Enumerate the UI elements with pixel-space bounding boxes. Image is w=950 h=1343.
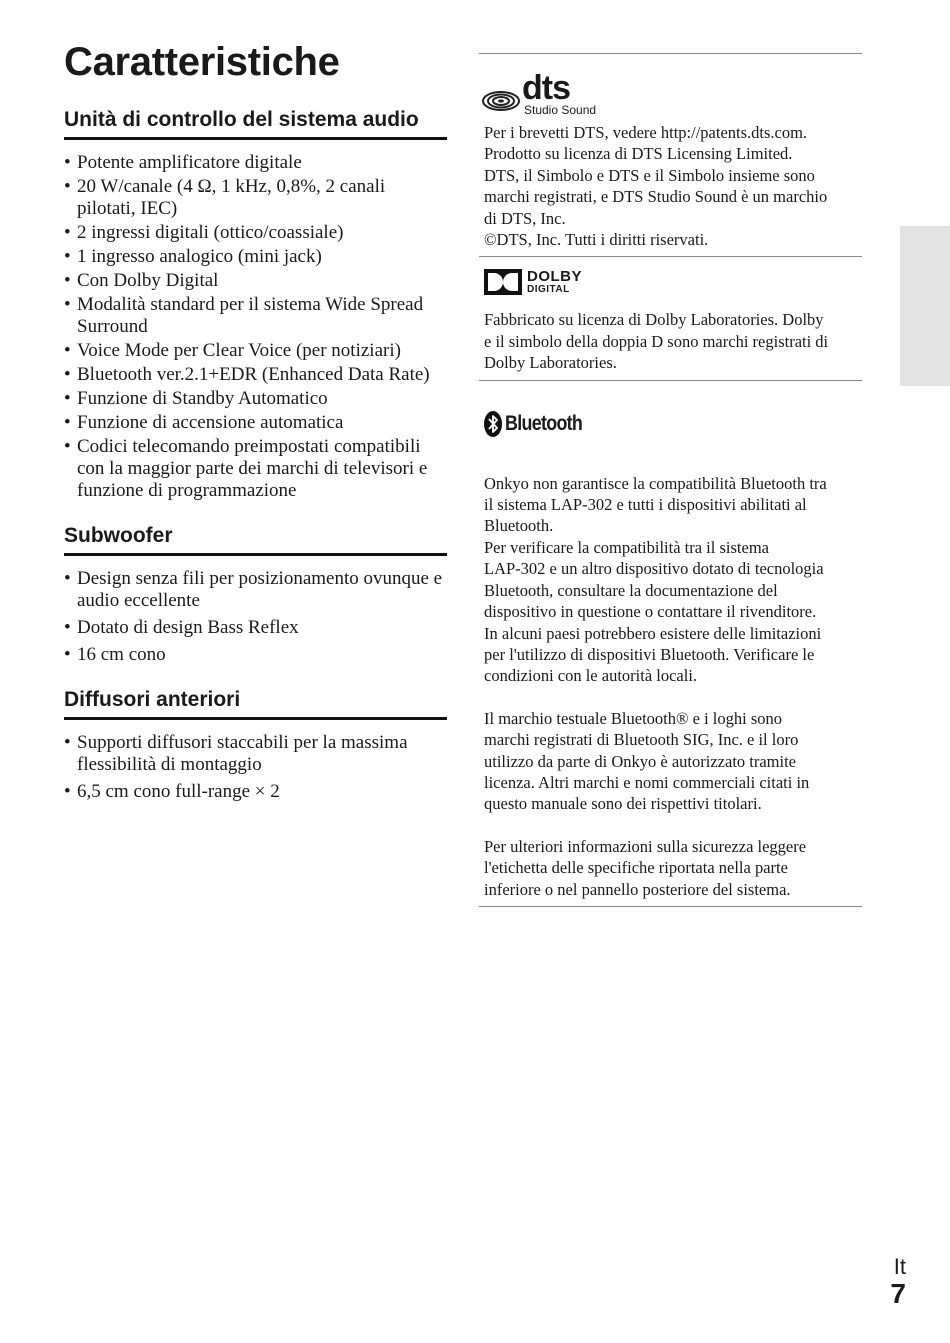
text-line: per l'utilizzo di dispositivi Bluetooth. Verificare le [484, 644, 815, 664]
text-line: ©DTS, Inc. Tutti i diritti riservati. [484, 230, 709, 250]
text-line: condizioni con le autorità locali. [484, 666, 698, 686]
text-line: Bluetooth. [484, 516, 554, 536]
list-item: • 6,5 cm cono full-range × 2 [64, 781, 447, 803]
list-item: • Design senza fili per posizionamento ovunque e audio eccellente [64, 568, 447, 612]
list-item: • Funzione di accensione automatica [64, 412, 447, 434]
side-tab-marker [900, 226, 950, 386]
text-line: di DTS, Inc. [484, 208, 566, 228]
text-line: Prodotto su licenza di DTS Licensing Limited. [484, 144, 793, 164]
text-line: inferiore o nel pannello posteriore del sistema. [484, 879, 791, 899]
list-item: • Supporti diffusori staccabili per la massima flessibilità di montaggio [64, 732, 447, 776]
list-item: • Funzione di Standby Automatico [64, 388, 447, 410]
page-title: Caratteristiche [64, 40, 340, 84]
list-item: • Dotato di design Bass Reflex [64, 617, 447, 639]
bluetooth-logo [484, 409, 862, 439]
section-audio-control [64, 108, 447, 502]
page-language: It [893, 1254, 906, 1279]
text-line: DTS, il Simbolo e DTS e il Simbolo insieme sono [484, 165, 815, 185]
list-item: • Potente amplificatore digitale [64, 152, 447, 174]
text-line: Bluetooth, consultare la documentazione del [484, 580, 778, 600]
dolby-notice [484, 309, 862, 373]
feature-list [64, 152, 447, 502]
safety-notice [484, 836, 862, 900]
dolby-double-d-icon [484, 269, 522, 295]
text-line: e il simbolo della doppia D sono marchi registrati di [484, 331, 829, 351]
dts-notice [484, 122, 862, 250]
list-item: • 20 W/canale (4 Ω, 1 kHz, 0,8%, 2 canali pilotati, IEC) [64, 176, 447, 220]
dts-logo-subtext: Studio Sound [524, 103, 597, 117]
text-line: LAP-302 e un altro dispositivo dotato di tecnologia [484, 559, 824, 579]
dolby-block [479, 256, 862, 379]
list-item: • 16 cm cono [64, 644, 447, 666]
dts-disc-icon [481, 84, 521, 118]
list-item: • Codici telecomando preimpostati compatibili con la maggior parte dei marchi di televisori e funzione di programmazione [64, 436, 447, 502]
features-column [64, 108, 447, 825]
section-heading: Subwoofer [64, 524, 447, 556]
section-front-speakers [64, 688, 447, 803]
text-line: marchi registrati di Bluetooth SIG, Inc. e il loro [484, 730, 799, 750]
bluetooth-block [479, 380, 862, 907]
text-line: marchi registrati, e DTS Studio Sound è un marchio [484, 187, 828, 207]
text-line: Fabbricato su licenza di Dolby Laboratories. Dolby [484, 310, 824, 330]
section-heading: Diffusori anteriori [64, 688, 447, 720]
dts-logo-text: dts [522, 69, 570, 107]
text-line: l'etichetta delle specifiche riportata nella parte [484, 858, 788, 878]
text-line: licenza. Altri marchi e nomi commerciali citati in [484, 772, 810, 792]
list-item: • Modalità standard per il sistema Wide Spread Surround [64, 294, 447, 338]
dts-logo [481, 60, 862, 118]
feature-list [64, 732, 447, 803]
licensing-column [479, 53, 862, 907]
dts-block [479, 53, 862, 256]
bluetooth-logo-text: Bluetooth [505, 411, 583, 435]
bluetooth-trademark-notice [484, 708, 862, 815]
list-item: • Bluetooth ver.2.1+EDR (Enhanced Data Rate) [64, 364, 447, 386]
bluetooth-compatibility-notice [484, 473, 862, 687]
text-line: Per i brevetti DTS, vedere http://patents.dts.com. [484, 123, 808, 142]
text-line: dispositivo in questione o contattare il rivenditore. [484, 602, 817, 622]
feature-list [64, 568, 447, 666]
dolby-logo-subtext: DIGITAL [527, 283, 570, 295]
text-line: Il marchio testuale Bluetooth® e i loghi sono [484, 708, 783, 728]
text-line: In alcuni paesi potrebbero esistere delle limitazioni [484, 623, 822, 643]
section-subwoofer [64, 524, 447, 666]
page-number: 7 [890, 1278, 906, 1309]
text-line: Per ulteriori informazioni sulla sicurezza leggere [484, 836, 807, 856]
text-line: Dolby Laboratories. [484, 353, 617, 373]
dolby-logo [484, 267, 862, 297]
list-item: • 2 ingressi digitali (ottico/coassiale) [64, 222, 447, 244]
bluetooth-icon [484, 411, 502, 437]
list-item: • Con Dolby Digital [64, 270, 447, 292]
text-line: Per verificare la compatibilità tra il sistema [484, 537, 769, 557]
dolby-logo-text: DOLBY [527, 267, 582, 285]
list-item: • 1 ingresso analogico (mini jack) [64, 246, 447, 268]
text-line: Onkyo non garantisce la compatibilità Bluetooth tra [484, 473, 827, 493]
text-line: questo manuale sono dei rispettivi titolari. [484, 794, 762, 814]
section-heading: Unità di controllo del sistema audio [64, 108, 447, 140]
text-line: il sistema LAP-302 e tutti i dispositivi abilitati al [484, 495, 807, 515]
text-line: utilizzo da parte di Onkyo è autorizzato tramite [484, 751, 797, 771]
list-item: • Voice Mode per Clear Voice (per notiziari) [64, 340, 447, 362]
